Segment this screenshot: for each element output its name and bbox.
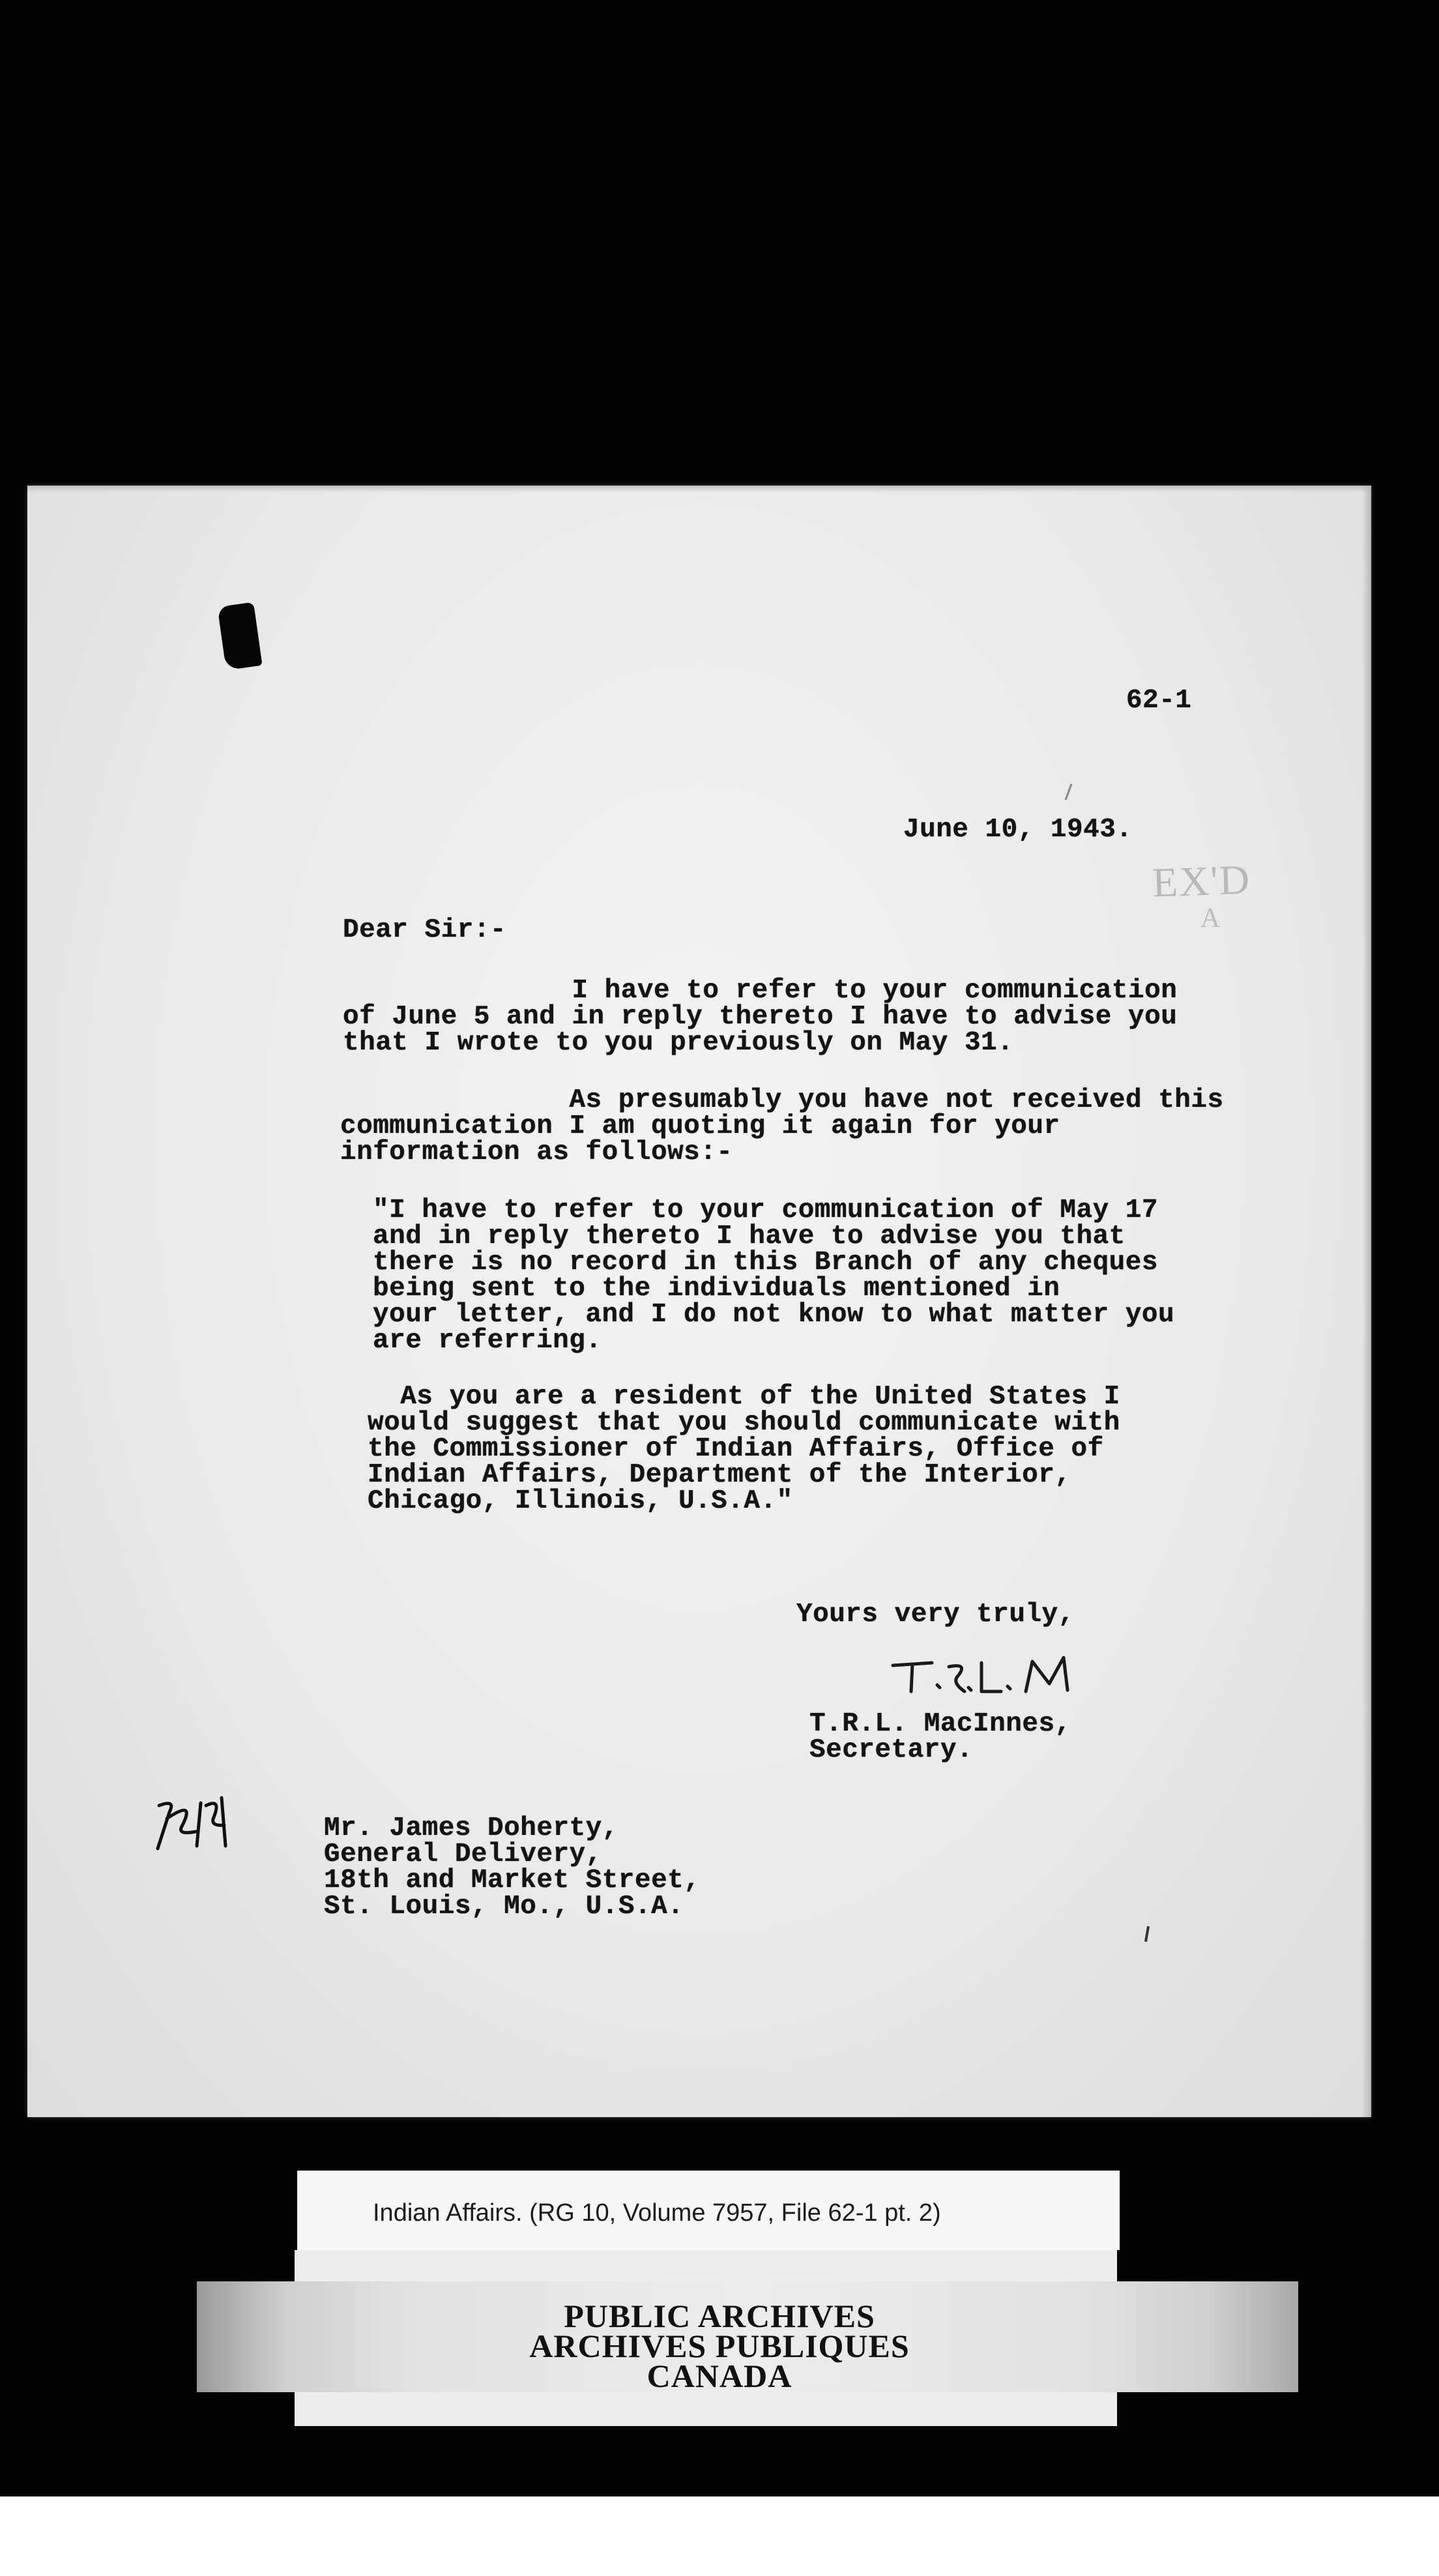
stray-mark [1144, 1926, 1150, 1942]
salutation: Dear Sir:- [343, 915, 507, 945]
letter-page [27, 486, 1371, 2117]
signer-block: T.R.L. MacInnes, Secretary. [809, 1709, 1071, 1765]
archives-line-3: CANADA [647, 2358, 792, 2394]
quoted-paragraph-2: As you are a resident of the United States I would suggest that you should communicate with the Commissioner of Indian Affairs, Office of Indian Affairs, Department of the Interior, Chicago, Illinois, U.S.A." [368, 1382, 1120, 1516]
archive-caption-card [297, 2171, 1120, 2250]
closing: Yours very truly, [796, 1600, 1075, 1630]
handwritten-initials [150, 1786, 241, 1858]
page-edge-right [1362, 486, 1371, 2117]
archive-caption: Indian Affairs. (RG 10, Volume 7957, File 62-1 pt. 2) [373, 2199, 941, 2227]
quoted-paragraph-1: "I have to refer to your communication of May 17 and in reply thereto I have to advise you that there is no record in this Branch of any cheques being sent to the individuals mentioned in your letter, and I do not know to what matter you are referring. [373, 1195, 1175, 1356]
archives-line-1: PUBLIC ARCHIVES [564, 2298, 875, 2334]
exd-stamp-sub: A [1200, 903, 1221, 933]
pencil-mark [1065, 783, 1073, 800]
paragraph-1: I have to refer to your communication of June 5 and in reply thereto I have to advise you that I wrote to you previously on May 31. [343, 976, 1178, 1058]
page-edge-top [27, 486, 1371, 492]
punch-hole [217, 602, 262, 671]
letter-date: June 10, 1943. [903, 815, 1133, 845]
bottom-margin [0, 2496, 1439, 2576]
handwritten-signature [886, 1646, 1095, 1705]
exd-stamp: EX'D [1151, 856, 1252, 906]
paragraph-2: As presumably you have not received this communication I am quoting it again for your information as follows:- [340, 1085, 1224, 1167]
recipient-address: Mr. James Doherty, General Delivery, 18th and Market Street, St. Louis, Mo., U.S.A. [324, 1813, 701, 1922]
archives-line-2: ARCHIVES PUBLIQUES [529, 2328, 910, 2364]
file-reference: 62-1 [1126, 686, 1192, 716]
